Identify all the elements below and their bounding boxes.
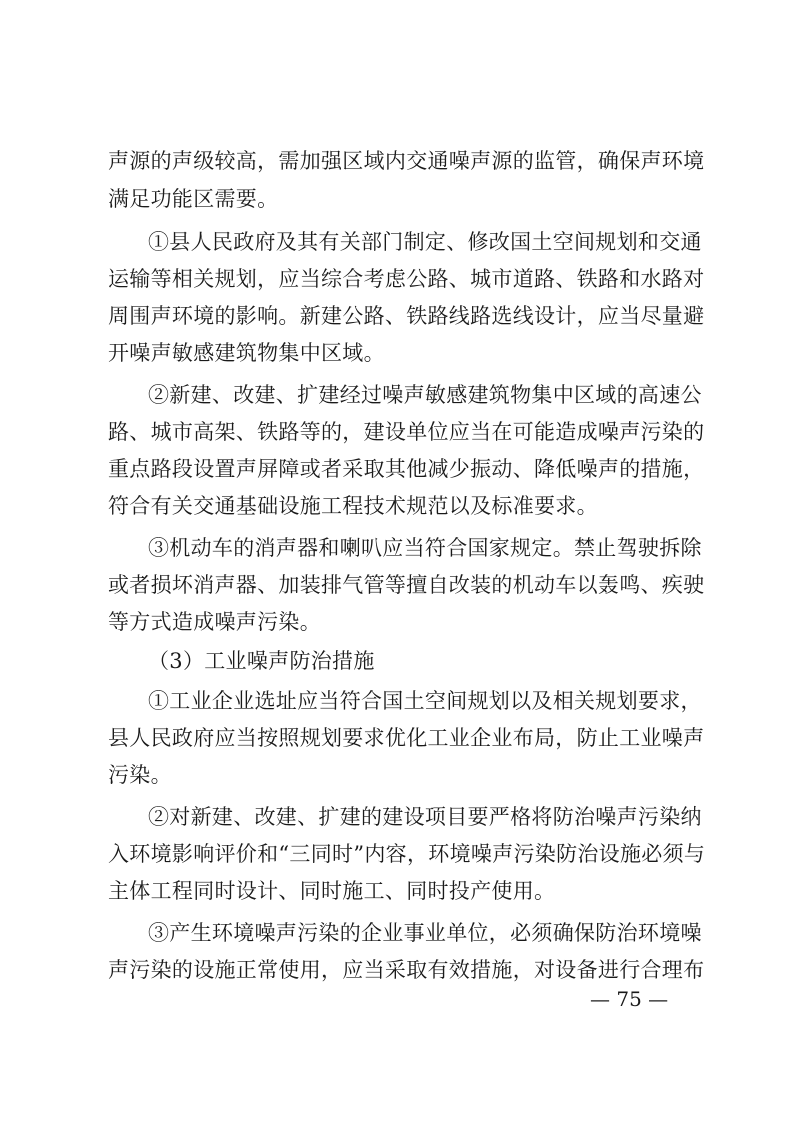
paragraph-first-line: ③机动车的消声器和喇叭应当符合国家规定。禁止驾驶拆除 [148,536,702,560]
text-line: 声污染的设施正常使用，应当采取有效措施，对设备进行合理布 [108,958,705,982]
text-line: 主体工程同时设计、同时施工、同时投产使用。 [108,879,556,903]
paragraph-first-line: ②对新建、改建、扩建的建设项目要严格将防治噪声污染纳 [148,805,702,829]
text-line: 入环境影响评价和“三同时”内容，环境噪声污染防治设施必须与 [108,842,706,866]
text-line: 运输等相关规划，应当综合考虑公路、城市道路、铁路和水路对 [108,267,705,291]
paragraph-first-line: ③产生环境噪声污染的企业事业单位，必须确保防治环境噪 [148,921,702,945]
text-line: 等方式造成噪声污染。 [108,610,321,634]
text-line: 县人民政府应当按照规划要求优化工业企业布局，防止工业噪声 [108,726,705,750]
text-line: 污染。 [108,763,172,787]
text-line: 或者损坏消声器、加装排气管等擅自改装的机动车以轰鸣、疾驶 [108,573,705,597]
text-line: 符合有关交通基础设施工程技术规范以及标准要求。 [108,494,598,518]
text-line: 满足功能区需要。 [108,187,279,211]
text-line: 重点路段设置声屏障或者采取其他减少振动、降低噪声的措施， [108,457,705,481]
text-line: 路、城市高架、铁路等的，建设单位应当在可能造成噪声污染的 [108,420,705,444]
page-number: — 75 — [590,987,669,1011]
text-line: 周围声环境的影响。新建公路、铁路线路选线设计，应当尽量避 [108,304,705,328]
text-line: 开噪声敏感建筑物集中区域。 [108,341,385,365]
paragraph-first-line: ①工业企业选址应当符合国土空间规划以及相关规划要求， [148,689,702,713]
text-line: 声源的声级较高，需加强区域内交通噪声源的监管，确保声环境 [108,149,705,173]
section-heading: （3）工业噪声防治措施 [148,649,375,673]
paragraph-first-line: ②新建、改建、扩建经过噪声敏感建筑物集中区域的高速公 [148,383,702,407]
paragraph-first-line: ①县人民政府及其有关部门制定、修改国土空间规划和交通 [148,230,702,254]
